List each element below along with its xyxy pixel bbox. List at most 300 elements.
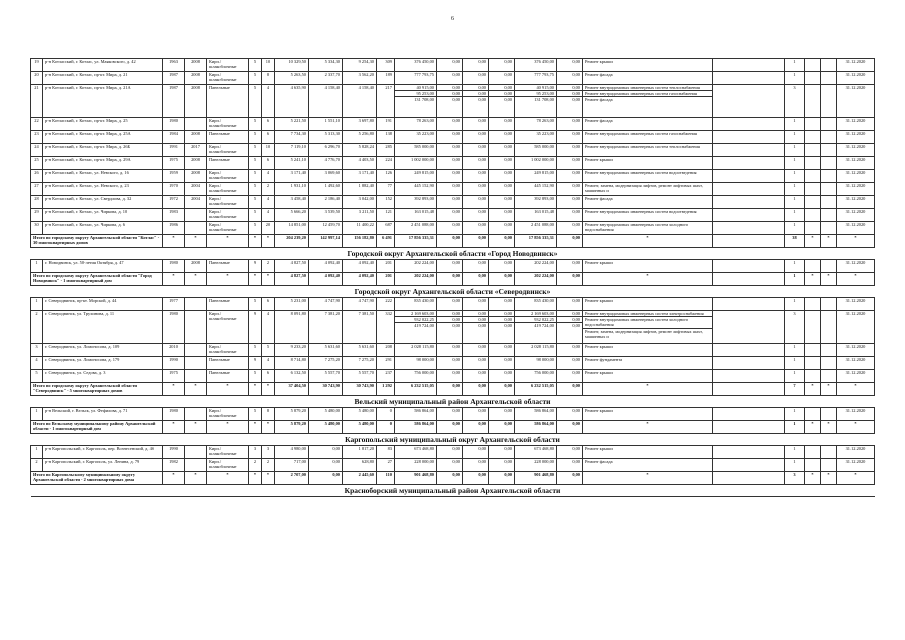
residents-count: 83	[377, 446, 395, 459]
placeholder-cell: *	[207, 472, 249, 485]
blank-cell	[713, 59, 785, 72]
completion-date: 31.12.2020	[837, 344, 875, 357]
entrances-count: 4	[262, 85, 275, 118]
residents-count: 1 292	[377, 383, 395, 396]
fund-federal: 0,00	[437, 222, 463, 235]
area-owned: 7 275,20	[343, 357, 377, 370]
entrances-count: 4	[262, 357, 275, 370]
section-title: Вельский муниципальный район Архангельской области	[31, 396, 875, 408]
year-last-repair: 2008	[185, 260, 207, 273]
repair-cost-total: 445 152,90	[395, 183, 437, 196]
document-sheet	[30, 58, 874, 497]
completion-date: 31.12.2020	[837, 311, 875, 344]
fund-regional: 0,00	[463, 298, 489, 311]
fund-municipal: 0,00	[489, 357, 515, 370]
fund-regional	[463, 311, 489, 344]
residents-count: 285	[377, 144, 395, 157]
fund-regional	[463, 85, 489, 118]
area-total: 5 241,10	[275, 157, 309, 170]
fund-federal: 0,00	[437, 298, 463, 311]
area-residential: 2 186,40	[309, 196, 343, 209]
placeholder-cell: *	[821, 273, 837, 286]
fund-municipal: 0,00	[489, 298, 515, 311]
building-row	[31, 72, 875, 85]
wall-material: Панельные	[207, 85, 249, 118]
table-body	[31, 59, 875, 497]
area-total: 4 635,90	[275, 85, 309, 118]
fund-municipal: 0,00	[489, 421, 515, 434]
work-count: 1	[785, 59, 805, 72]
entrances-count: 5	[262, 344, 275, 357]
placeholder-cell: *	[185, 383, 207, 396]
work-count: 1	[785, 157, 805, 170]
fund-municipal: 0,00	[489, 446, 515, 459]
wall-material: Кирп./ шлакоблочные	[207, 72, 249, 85]
fund-other-line: 0,00	[557, 96, 582, 102]
building-address: г. Новодвинск, ул. 50-летия Октября, д. 47	[43, 260, 163, 273]
fund-other: 0,00	[557, 273, 583, 286]
wall-material: Кирп./ шлакоблочные	[207, 446, 249, 459]
fund-federal: 0,00	[437, 421, 463, 434]
floors-count: 5	[249, 209, 262, 222]
work-count: 3	[785, 85, 805, 118]
fund-regional: 0,00	[463, 144, 489, 157]
wall-material: Кирп./ шлакоблочные	[207, 311, 249, 344]
work-count: 1	[785, 131, 805, 144]
blank-cell	[821, 118, 837, 131]
completion-date: 31.12.2020	[837, 357, 875, 370]
building-row	[31, 408, 875, 421]
area-total: 5 231,00	[275, 298, 309, 311]
work-count: 1	[785, 72, 805, 85]
fund-regional: 0,00	[463, 273, 489, 286]
area-residential: 3 069,60	[309, 170, 343, 183]
completion-date: 31.12.2020	[837, 408, 875, 421]
repair-cost-total	[395, 311, 437, 344]
fund-owners: 376 450,00	[515, 59, 557, 72]
residents-count: 332	[377, 311, 395, 344]
work-type: Ремонт крыши	[583, 260, 713, 273]
placeholder-cell	[713, 472, 785, 485]
floors-count: 5	[249, 183, 262, 196]
fund-regional: 0,00	[463, 357, 489, 370]
fund-other: 0,00	[557, 72, 583, 85]
fund-municipal-line: 0,00	[504, 311, 512, 316]
placeholder-cell: *	[821, 383, 837, 396]
placeholder-cell: *	[583, 235, 713, 248]
area-residential: 30 743,90	[309, 383, 343, 396]
fund-federal	[437, 85, 463, 118]
fund-other: 0,00	[557, 298, 583, 311]
blank-cell	[805, 118, 821, 131]
placeholder-cell: *	[207, 273, 249, 286]
area-owned: 5 557,70	[343, 370, 377, 383]
repair-cost-total-line: 419 724,00	[395, 322, 436, 328]
building-row	[31, 209, 875, 222]
placeholder-cell	[713, 273, 785, 286]
fund-other: 0,00	[557, 144, 583, 157]
work-count: 1	[785, 222, 805, 235]
floors-count: 9	[249, 357, 262, 370]
area-owned: 4 092,40	[343, 260, 377, 273]
year-built: 1980	[163, 260, 185, 273]
area-residential: 4 747,90	[309, 298, 343, 311]
entrances-count: 6	[262, 131, 275, 144]
fund-other: 0,00	[557, 344, 583, 357]
work-count: 1	[785, 446, 805, 459]
residents-count: 291	[377, 357, 395, 370]
fund-owners: 586 864,00	[515, 421, 557, 434]
placeholder-cell: *	[583, 273, 713, 286]
repair-cost-total: 586 864,00	[395, 421, 437, 434]
blank-cell	[821, 344, 837, 357]
residents-count: 208	[377, 344, 395, 357]
placeholder-cell: *	[249, 235, 262, 248]
page-number: 6	[451, 16, 454, 22]
placeholder-cell: *	[821, 472, 837, 485]
residents-count: 222	[377, 298, 395, 311]
fund-federal: 0,00	[437, 459, 463, 472]
section-header-row	[31, 396, 875, 408]
building-address: р-н Котласский, г. Котлас, пр-кт. Мира, д. 25	[43, 118, 163, 131]
fund-owners: 163 015,48	[515, 209, 557, 222]
fund-other: 0,00	[557, 446, 583, 459]
residents-count: 121	[377, 209, 395, 222]
area-total: 2 707,00	[275, 472, 309, 485]
work-type: Ремонт крыши	[583, 408, 713, 421]
wall-material: Панельные	[207, 157, 249, 170]
placeholder-cell: *	[837, 472, 875, 485]
blank-cell	[821, 209, 837, 222]
area-total: 5 879,20	[275, 421, 309, 434]
blank-cell	[821, 408, 837, 421]
section-header-row	[31, 248, 875, 260]
row-number: 5	[31, 370, 43, 383]
year-last-repair: 2008	[185, 170, 207, 183]
placeholder-cell: *	[185, 472, 207, 485]
floors-count: 2	[249, 459, 262, 472]
entrances-count: 2	[262, 260, 275, 273]
entrances-count: 6	[262, 157, 275, 170]
residents-count: 77	[377, 183, 395, 196]
fund-owners: 586 864,00	[515, 408, 557, 421]
repair-cost-total: 202 224,00	[395, 260, 437, 273]
wall-material: Кирп./ шлакоблочные	[207, 459, 249, 472]
year-built: 1983	[163, 209, 185, 222]
work-count: 1	[785, 209, 805, 222]
fund-federal: 0,00	[437, 183, 463, 196]
placeholder-cell: *	[185, 421, 207, 434]
area-total: 5 879,20	[275, 408, 309, 421]
area-owned: 3 697,80	[343, 118, 377, 131]
building-address: р-н Котласский, г. Котлас, пр-кт. Мира, д. 21	[43, 72, 163, 85]
wall-material: Панельные	[207, 370, 249, 383]
floors-count: 5	[249, 157, 262, 170]
completion-date: 31.12.2020	[837, 222, 875, 235]
work-type: Ремонт фасада	[583, 118, 713, 131]
year-built: 1991	[163, 144, 185, 157]
wall-material: Панельные	[207, 357, 249, 370]
placeholder-cell: *	[207, 235, 249, 248]
entrances-count: 4	[262, 170, 275, 183]
fund-owners: 98 000,00	[515, 357, 557, 370]
floors-count: 3	[249, 446, 262, 459]
year-last-repair: 2008	[185, 59, 207, 72]
area-residential: 142 997,14	[309, 235, 343, 248]
year-built: 1975	[163, 370, 185, 383]
area-owned: 7 381,50	[343, 311, 377, 344]
area-total: 8 714,80	[275, 357, 309, 370]
year-last-repair	[185, 222, 207, 235]
repair-cost-total: 673 468,80	[395, 446, 437, 459]
fund-owners: 228 000,00	[515, 459, 557, 472]
fund-municipal: 0,00	[489, 196, 515, 209]
blank-cell	[713, 144, 785, 157]
work-type-line: Ремонт внутридомовых инженерных систем теплоснабжения	[585, 85, 700, 90]
repair-cost-total: 777 793,75	[395, 72, 437, 85]
fund-federal: 0,00	[437, 344, 463, 357]
blank-cell	[805, 131, 821, 144]
building-row	[31, 222, 875, 235]
fund-regional: 0,00	[463, 260, 489, 273]
completion-date: 31.12.2020	[837, 170, 875, 183]
work-count: 1	[785, 170, 805, 183]
repair-cost-total: 2 451 088,00	[395, 222, 437, 235]
blank-cell	[805, 357, 821, 370]
building-row	[31, 459, 875, 472]
blank-cell	[821, 298, 837, 311]
year-last-repair: 2008	[185, 85, 207, 118]
fund-owners: 777 793,75	[515, 72, 557, 85]
fund-other-line: 0,00	[572, 311, 580, 316]
area-owned: 5 256,80	[343, 131, 377, 144]
blank-cell	[821, 370, 837, 383]
row-number: 22	[31, 118, 43, 131]
section-header-row	[31, 485, 875, 497]
blank-cell	[713, 459, 785, 472]
completion-date: 31.12.2020	[837, 459, 875, 472]
area-residential: 0,00	[309, 446, 343, 459]
year-last-repair: 2008	[185, 131, 207, 144]
residents-count: 138	[377, 131, 395, 144]
work-count: 1	[785, 196, 805, 209]
row-number: 27	[31, 183, 43, 196]
blank-cell	[821, 222, 837, 235]
placeholder-cell: *	[805, 421, 821, 434]
building-row	[31, 446, 875, 459]
fund-federal: 0,00	[437, 357, 463, 370]
subtotal-row	[31, 383, 875, 396]
row-number: 1	[31, 260, 43, 273]
entrances-count: 2	[262, 183, 275, 196]
repair-cost-total: 78 263,00	[395, 118, 437, 131]
repair-cost-total: 835 430,00	[395, 298, 437, 311]
subtotal-row	[31, 421, 875, 434]
placeholder-cell: *	[583, 421, 713, 434]
work-type-line: Ремонт внутридомовых инженерных систем газоснабжения	[583, 90, 712, 96]
row-number: 2	[31, 459, 43, 472]
area-total: 6 132,50	[275, 370, 309, 383]
placeholder-cell: *	[249, 472, 262, 485]
work-type-line: Ремонт, замена, модернизация лифтов, ремонт лифтовых шахт, машинных и	[583, 328, 712, 339]
fund-municipal: 0,00	[489, 131, 515, 144]
building-address: р-н Котласский, г. Котлас, пр-кт. Мира, д. 26Б	[43, 144, 163, 157]
fund-regional: 0,00	[463, 118, 489, 131]
area-owned: 3 562,20	[343, 72, 377, 85]
fund-other: 0,00	[557, 170, 583, 183]
residents-count: 191	[377, 118, 395, 131]
placeholder-cell: *	[837, 421, 875, 434]
row-number: 28	[31, 196, 43, 209]
work-count: 1	[785, 183, 805, 196]
work-type: Ремонт крыши	[583, 298, 713, 311]
fund-regional: 0,00	[463, 421, 489, 434]
entrances-count: 10	[262, 59, 275, 72]
area-residential: 7 275,20	[309, 357, 343, 370]
year-built: 1987	[163, 85, 185, 118]
building-address: р-н Котласский, г. Котлас, ул. Чиркова, д. 10	[43, 209, 163, 222]
area-residential: 5 334,30	[309, 59, 343, 72]
fund-municipal: 0,00	[489, 209, 515, 222]
fund-municipal: 0,00	[489, 72, 515, 85]
fund-federal: 0,00	[437, 273, 463, 286]
placeholder-cell: *	[163, 383, 185, 396]
fund-municipal-line: 0,00	[489, 96, 514, 102]
work-type: Ремонт крыши	[583, 344, 713, 357]
blank-cell	[821, 183, 837, 196]
building-address: г. Северодвинск, ул. Седова, д. 3	[43, 370, 163, 383]
work-type: Ремонт внутридомовых инженерных систем холодного водоснабжения	[583, 222, 713, 235]
blank-cell	[821, 85, 837, 118]
fund-other-line: 0,00	[557, 316, 582, 322]
area-residential: 4 092,40	[309, 273, 343, 286]
area-residential: 5 557,70	[309, 370, 343, 383]
wall-material: Панельные	[207, 131, 249, 144]
repair-cost-total-line: 95 253,00	[395, 90, 436, 96]
building-address: р-н Вельский, г. Вельск, ул. Фефилова, д. 71	[43, 408, 163, 421]
building-row	[31, 170, 875, 183]
fund-other: 0,00	[557, 472, 583, 485]
row-number: 29	[31, 209, 43, 222]
area-owned: 11 400,22	[343, 222, 377, 235]
placeholder-cell: *	[185, 273, 207, 286]
fund-municipal-line: 0,00	[489, 90, 514, 96]
fund-other: 0,00	[557, 157, 583, 170]
fund-municipal: 0,00	[489, 383, 515, 396]
area-total: 37 404,50	[275, 383, 309, 396]
fund-municipal: 0,00	[489, 118, 515, 131]
work-type: Ремонт внутридомовых инженерных систем теплоснабжения	[583, 144, 713, 157]
fund-owners-line: 932 022,25	[515, 316, 556, 322]
work-type-line: Ремонт внутридомовых инженерных систем электроснабжения	[585, 311, 704, 316]
fund-owners-line: 2 169 603,00	[530, 311, 554, 316]
fund-municipal: 0,00	[489, 59, 515, 72]
section-title: Каргопольский муниципальный округ Архангельской области	[31, 434, 875, 446]
row-number: 1	[31, 298, 43, 311]
area-owned: 30 743,90	[343, 383, 377, 396]
repair-cost-total: 228 000,00	[395, 459, 437, 472]
fund-owners-line: 419 724,00	[515, 322, 556, 328]
area-owned: 3 211,50	[343, 209, 377, 222]
fund-other: 0,00	[557, 196, 583, 209]
fund-federal: 0,00	[437, 59, 463, 72]
area-residential: 4 092,40	[309, 260, 343, 273]
area-residential: 5 480,00	[309, 408, 343, 421]
placeholder-cell	[713, 383, 785, 396]
row-number: 30	[31, 222, 43, 235]
repair-plan-table	[30, 58, 875, 497]
row-number: 19	[31, 59, 43, 72]
building-address: г. Северодвинск, ул. Ломоносова, д. 109	[43, 344, 163, 357]
entrances-count: 6	[262, 118, 275, 131]
blank-cell	[805, 170, 821, 183]
fund-municipal-line: 0,00	[504, 85, 512, 90]
floors-count: 9	[249, 260, 262, 273]
fund-other-line: 0,00	[557, 322, 582, 328]
blank-cell	[821, 459, 837, 472]
area-residential: 3 539,50	[309, 209, 343, 222]
repair-cost-total: 202 224,00	[395, 273, 437, 286]
fund-federal: 0,00	[437, 260, 463, 273]
placeholder-cell: *	[185, 235, 207, 248]
area-owned: 156 182,80	[343, 235, 377, 248]
fund-regional: 0,00	[463, 344, 489, 357]
area-owned: 5 631,60	[343, 344, 377, 357]
entrances-count: 4	[262, 209, 275, 222]
work-type: Ремонт крыши	[583, 370, 713, 383]
area-total: 7 734,30	[275, 131, 309, 144]
repair-cost-total: 17 856 335,31	[395, 235, 437, 248]
completion-date: 31.12.2020	[837, 144, 875, 157]
building-row	[31, 298, 875, 311]
year-last-repair: 2008	[185, 72, 207, 85]
blank-cell	[713, 131, 785, 144]
area-owned: 628,80	[343, 459, 377, 472]
residents-count: 189	[377, 72, 395, 85]
fund-other: 0,00	[557, 370, 583, 383]
fund-owners: 392 893,00	[515, 196, 557, 209]
building-address: р-н Котласский, г. Котлас, ул. Невского, д. 16	[43, 170, 163, 183]
floors-count: 5	[249, 144, 262, 157]
blank-cell	[713, 311, 785, 344]
wall-material: Кирп./ шлакоблочные	[207, 209, 249, 222]
fund-owners: 17 856 335,31	[515, 235, 557, 248]
year-last-repair	[185, 311, 207, 344]
building-address: г. Северодвинск, ул. Трухинова, д. 11	[43, 311, 163, 344]
work-count: 1	[785, 260, 805, 273]
fund-other: 0,00	[557, 408, 583, 421]
fund-federal: 0,00	[437, 472, 463, 485]
row-number: 24	[31, 144, 43, 157]
fund-other: 0,00	[557, 357, 583, 370]
repair-cost-total-line: 932 022,25	[395, 316, 436, 322]
work-type	[583, 85, 713, 118]
blank-cell	[821, 260, 837, 273]
area-total: 3 458,40	[275, 196, 309, 209]
fund-municipal: 0,00	[489, 408, 515, 421]
completion-date: 31.12.2020	[837, 72, 875, 85]
fund-municipal: 0,00	[489, 260, 515, 273]
building-address: р-н Котласский, г. Котлас, пр-кт. Мира, д. 21А	[43, 85, 163, 118]
row-number: 1	[31, 446, 43, 459]
blank-cell	[805, 85, 821, 118]
building-row	[31, 260, 875, 273]
fund-federal-line: 0,00	[437, 90, 462, 96]
blank-cell	[821, 311, 837, 344]
repair-cost-total: 756 000,00	[395, 370, 437, 383]
fund-federal: 0,00	[437, 118, 463, 131]
area-owned: 4 092,40	[343, 273, 377, 286]
